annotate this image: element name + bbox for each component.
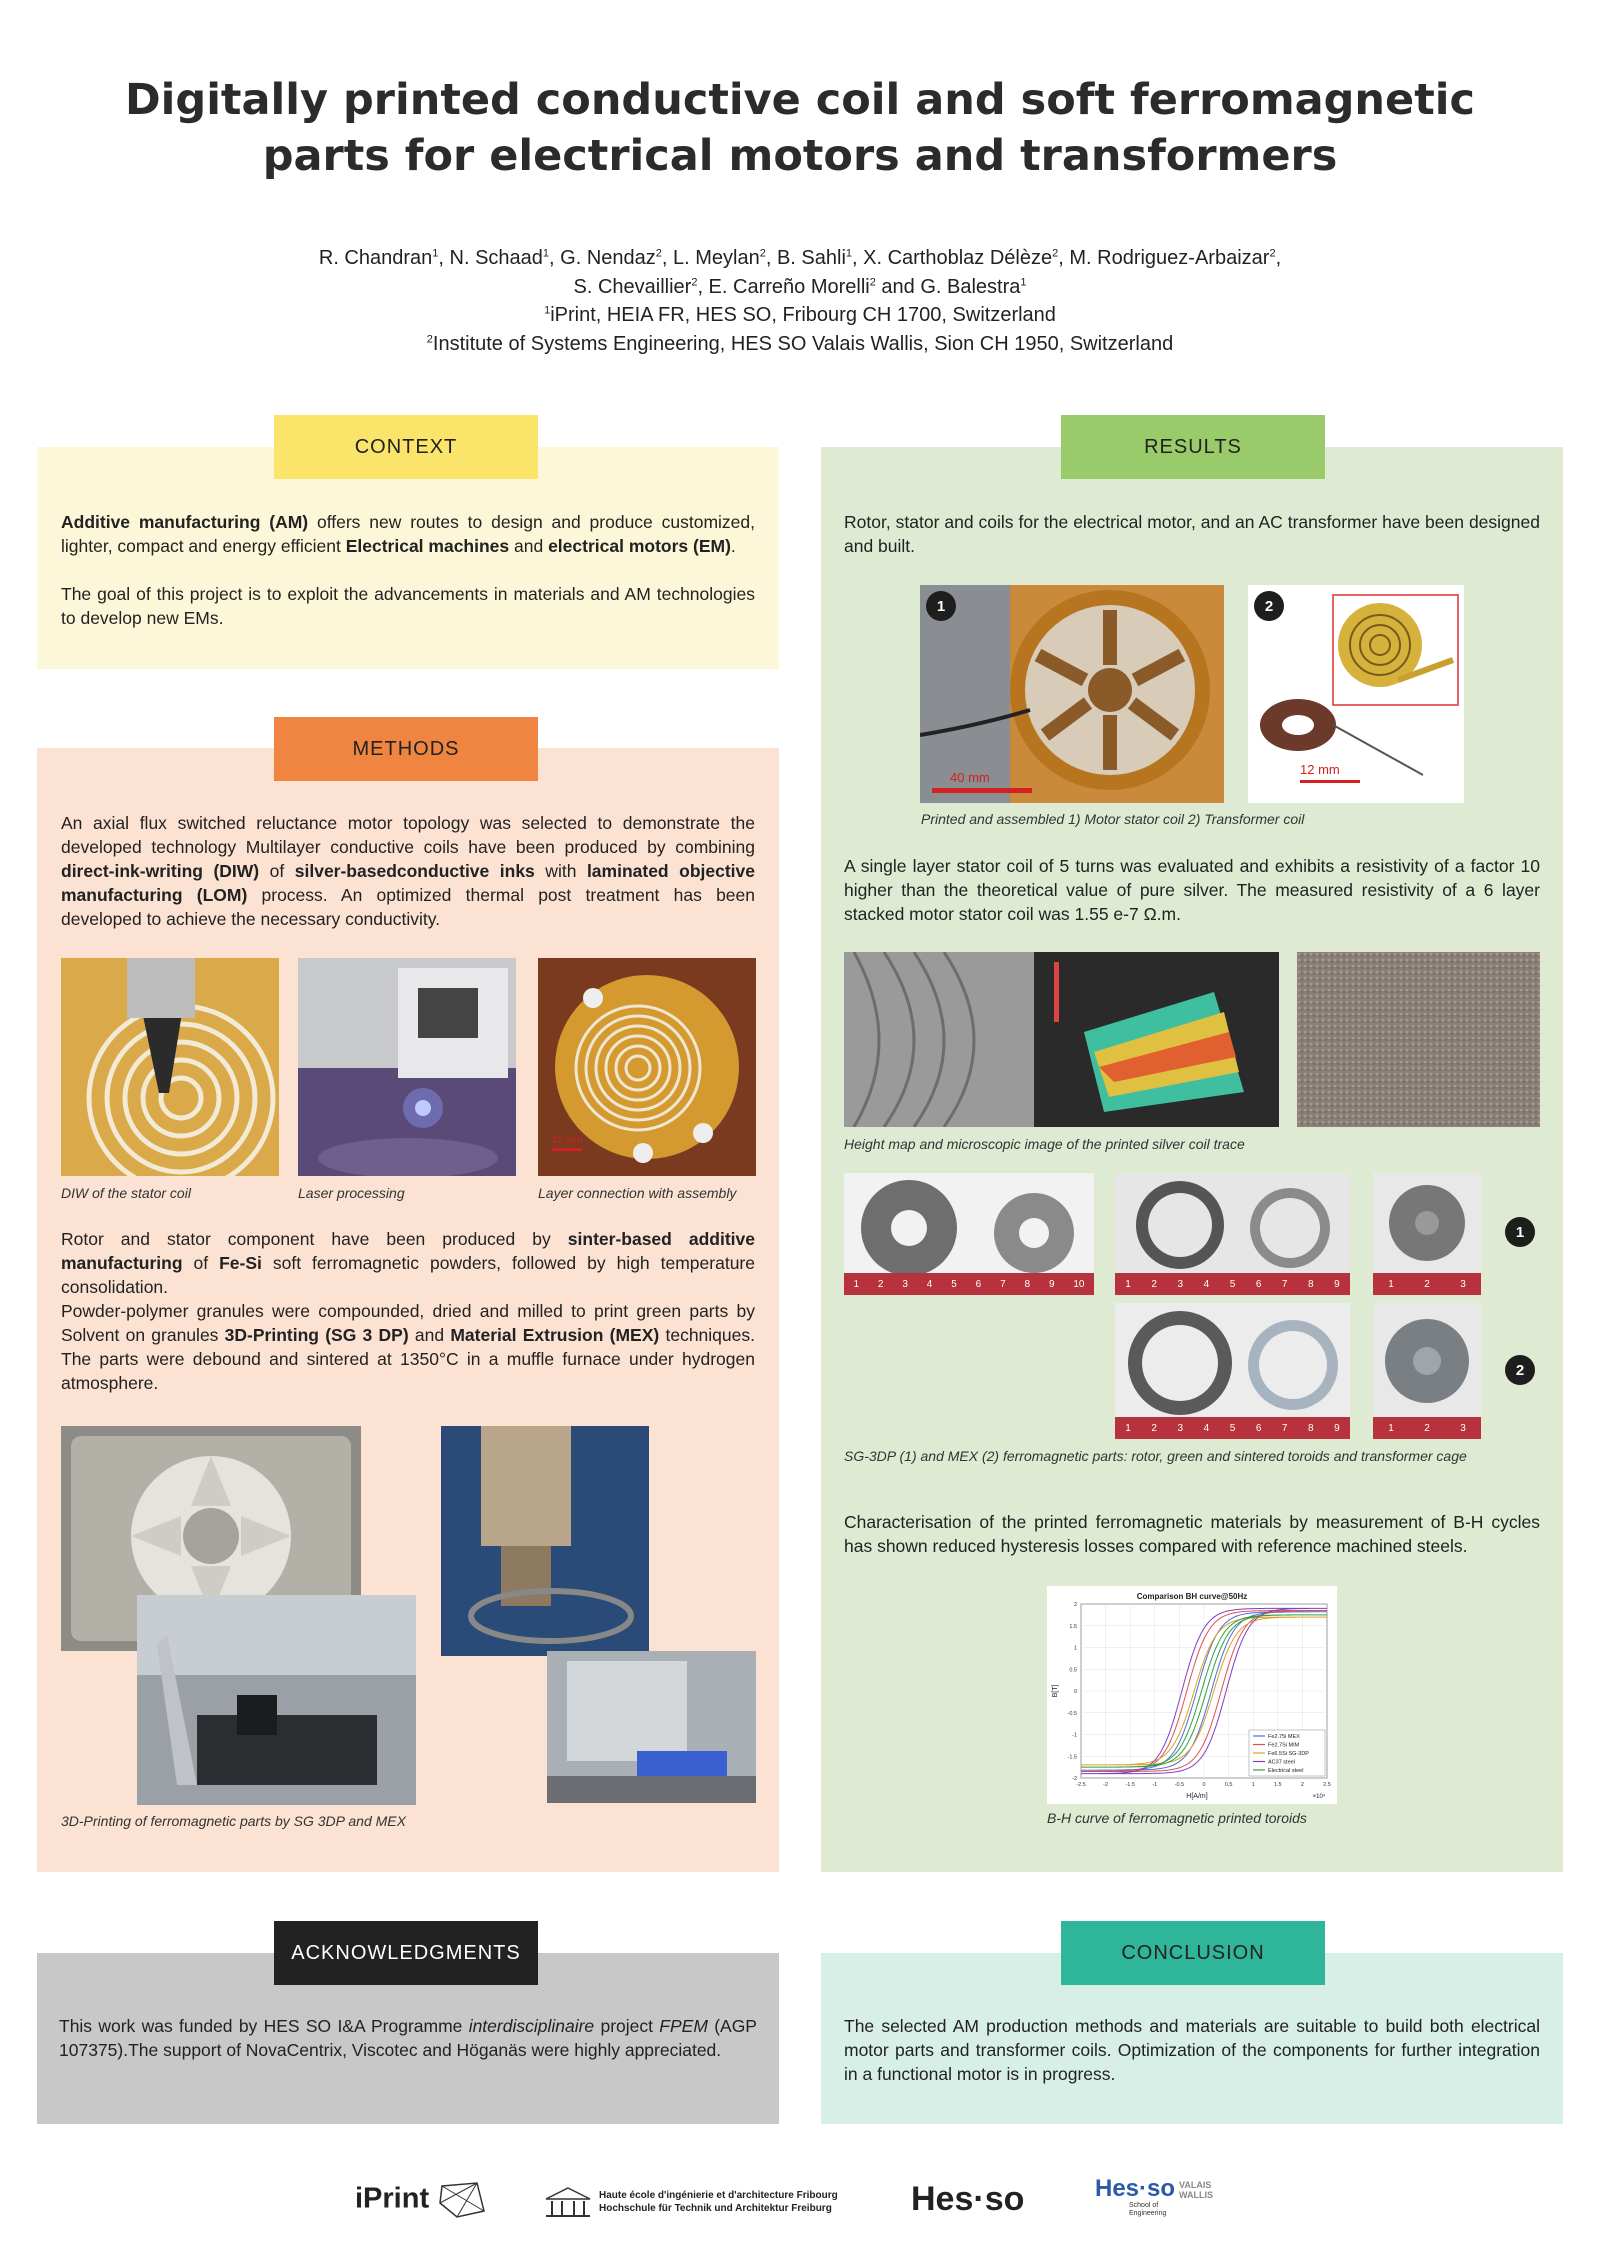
results-header: RESULTS [1061, 415, 1325, 479]
x-tick-label: -2.5 [1076, 1782, 1086, 1788]
toroids-mex-image [1115, 1303, 1350, 1439]
motor-scale-label: 40 mm [950, 770, 990, 785]
motor-scale-bar [932, 788, 1032, 793]
layer-connection-image [538, 958, 756, 1176]
chart-x-exponent: ×10⁴ [1312, 1794, 1326, 1800]
legend-label: Fe6.5Si SG-3DP [1268, 1751, 1309, 1757]
chart-ylabel: B[T] [1052, 1684, 1059, 1698]
heia-line-1: Haute école d'ingénierie et d'architecture Fribourg [599, 2190, 838, 2201]
microscopic-image [1297, 952, 1540, 1127]
sg3dp-printer-image [137, 1595, 416, 1805]
valais-line-1: VALAIS [1179, 2180, 1212, 2190]
caption-parts: SG-3DP (1) and MEX (2) ferromagnetic parts: rotor, green and sintered toroids and transformer cage [844, 1448, 1467, 1464]
ruler-toroids-1: 1 2 3 4 5 6 7 8 9 [1115, 1273, 1350, 1295]
iprint-mesh-icon [437, 2181, 487, 2219]
parts-badge-1: 1 [1505, 1217, 1535, 1247]
chart-title: Comparison BH curve@50Hz [1136, 1592, 1248, 1601]
legend-label: AC37 steel [1268, 1759, 1295, 1766]
transformer-badge: 2 [1254, 591, 1284, 621]
caption-bh: B-H curve of ferromagnetic printed toroids [1047, 1810, 1307, 1826]
nozzle-drawing [441, 1426, 649, 1656]
ruler-toroids-2: 1 2 3 4 5 6 7 8 9 [1115, 1417, 1350, 1439]
heia-building-icon [543, 2185, 593, 2219]
title-line-1: Digitally printed conductive coil and soft ferromagnetic [124, 75, 1475, 125]
caption-height: Height map and microscopic image of the printed silver coil trace [844, 1136, 1245, 1152]
y-tick-label: 0 [1073, 1689, 1077, 1695]
affiliation-1: $^1$iPrint, HEIA FR, HES SO, Fribourg CH 1700, Switzerland [544, 304, 1056, 326]
y-tick-label: -2 [1072, 1776, 1077, 1782]
ruler-cage-2: 1 2 3 [1373, 1417, 1481, 1439]
caption-diw: DIW of the stator coil [61, 1185, 191, 1201]
y-tick-label: 0.5 [1069, 1667, 1077, 1674]
mex-printer-image [547, 1651, 756, 1803]
toroids-sg3dp-image [1115, 1173, 1350, 1295]
context-paragraph-2: The goal of this project is to exploit the advancements in materials and AM technologies to develop new EMs. [61, 584, 755, 628]
legend-label: Electrical steel [1268, 1768, 1304, 1774]
x-tick-label: 1.5 [1273, 1782, 1282, 1788]
transformer-drawing [1248, 585, 1464, 803]
y-tick-label: 1.5 [1069, 1623, 1077, 1630]
conclusion-header: CONCLUSION [1061, 1921, 1325, 1985]
heia-logo [543, 2185, 838, 2219]
valais-school-2: Engineering [1129, 2210, 1167, 2217]
transformer-coil-image [1248, 585, 1464, 803]
diw-stator-coil-image [61, 958, 279, 1176]
legend-label: Fe2.7Si MIM [1268, 1742, 1300, 1749]
x-tick-label: 1 [1251, 1782, 1255, 1788]
conclusion-text: The selected AM production methods and materials are suitable to build both electrical motor parts and transformer coils. Optimization of the components for further integration in a functional motor is in progress. [844, 2016, 1540, 2084]
poster-title [0, 72, 1600, 184]
affiliation-2: $^2$Institute of Systems Engineering, HES SO Valais Wallis, Sion CH 1950, Switzerland [426, 332, 1174, 355]
transformer-scale-label: 12 mm [1300, 762, 1340, 777]
x-tick-label: -2 [1103, 1782, 1109, 1788]
context-header: CONTEXT [274, 415, 538, 479]
hesso-logo: Hes·so [911, 2180, 1025, 2218]
iprint-logo: iPrint [355, 2181, 487, 2219]
ruler-cage-1: 1 2 3 [1373, 1273, 1481, 1295]
context-paragraph-1: Additive manufacturing (AM) offers new routes to design and produce customized, lighter, compact and energy efficient Electrical machines and electrical motors (EM). [61, 512, 755, 556]
cage-sg3dp-image [1373, 1173, 1481, 1295]
methods-paragraph-2: Rotor and stator component have been produced by sinter-based additive manufacturing of Fe-Si soft ferromagnetic powders, followed by high temperature consolidation. [61, 1229, 755, 1297]
mex-nozzle-image [441, 1426, 649, 1656]
y-tick-label: 1 [1073, 1645, 1077, 1652]
layer-scale-bar [552, 1148, 582, 1151]
hesso-valais-logo [1095, 2176, 1213, 2218]
bh-curve-chart [1047, 1586, 1337, 1804]
context-panel [37, 447, 779, 669]
legend-label: Fe2.75i MEX [1268, 1734, 1300, 1740]
mex-printer-drawing [547, 1651, 756, 1803]
acknowledgments-text: This work was funded by HES SO I&A Programme interdisciplinaire project FPEM (AGP 107375).The support of NovaCentrix, Viscotec and Höganäs were highly appreciated. [59, 2016, 757, 2060]
laser-processing-image [298, 958, 516, 1176]
caption-printed: Printed and assembled 1) Motor stator coil 2) Transformer coil [921, 811, 1305, 827]
authors-line-2: S. Chevaillier$^2$, E. Carreño Morelli$^2$ and G. Balestra$^1$ [573, 275, 1027, 298]
ruler-rotor: 1 2 3 4 5 6 7 8 9 10 [844, 1273, 1094, 1295]
x-tick-label: 2.5 [1323, 1782, 1331, 1788]
heia-line-2: Hochschule für Technik und Architektur Freiburg [599, 2203, 832, 2214]
results-paragraph-2: A single layer stator coil of 5 turns was evaluated and exhibits a resistivity of a factor 10 higher than the theoretical value of pure silver. The measured resistivity of a 6 layer stacked motor stator coil was 1.55 e-7 Ω.m. [844, 856, 1540, 924]
caption-3dp: 3D-Printing of ferromagnetic parts by SG 3DP and MEX [61, 1813, 406, 1829]
transformer-scale-bar [1300, 780, 1360, 783]
methods-paragraph-1: An axial flux switched reluctance motor topology was selected to demonstrate the developed technology Multilayer conductive coils have been produced by combining direct-ink-writing (DIW) of silver-basedconductive inks with laminated objective manufacturing (LOM) process. An optimized thermal post treatment has been developed to achieve the necessary conductivity. [61, 813, 755, 929]
x-tick-label: -1.5 [1125, 1782, 1135, 1788]
methods-paragraph-3: Powder-polymer granules were compounded, dried and milled to print green parts by Solvent on granules 3D-Printing (SG 3 DP) and Material Extrusion (MEX) techniques. The parts were debound and sintered at 1350°C in a muffle furnace under hydrogen atmosphere. [61, 1301, 755, 1393]
diw-coil-drawing [61, 958, 279, 1176]
height-map-drawing [844, 952, 1279, 1127]
bh-chart-svg [1047, 1586, 1337, 1804]
height-map-image [844, 952, 1279, 1127]
x-tick-label: -0.5 [1174, 1782, 1185, 1788]
rotor-parts-image [844, 1173, 1094, 1295]
y-tick-label: -1.5 [1067, 1754, 1077, 1761]
motor-stator-coil-image [920, 585, 1224, 803]
acknowledgments-header: ACKNOWLEDGMENTS [274, 1921, 538, 1985]
y-tick-label: -0.5 [1067, 1710, 1077, 1717]
microscopic-drawing [1297, 952, 1540, 1127]
layer-scale-label: 12 mm [552, 1135, 583, 1146]
chart-legend [1249, 1730, 1325, 1776]
motor-badge: 1 [926, 591, 956, 621]
printer-drawing [137, 1595, 416, 1805]
laser-drawing [298, 958, 516, 1176]
title-line-2: parts for electrical motors and transformers [262, 131, 1338, 181]
caption-layer: Layer connection with assembly [538, 1185, 737, 1201]
valais-line-2: WALLIS [1179, 2190, 1214, 2200]
x-tick-label: 0 [1202, 1782, 1206, 1788]
authors-line-1: R. Chandran$^1$, N. Schaad$^1$, G. Nendaz$^2$, L. Meylan$^2$, B. Sahli$^1$, X. Carthoblaz Délèze$^2$, M. Rodriguez-Arbaizar$^2$, [318, 247, 1282, 269]
y-tick-label: -1 [1072, 1732, 1077, 1739]
caption-laser: Laser processing [298, 1185, 405, 1201]
cage-mex-image [1373, 1303, 1481, 1439]
parts-badge-2: 2 [1505, 1355, 1535, 1385]
x-tick-label: -1 [1152, 1782, 1158, 1788]
results-paragraph-1: Rotor, stator and coils for the electrical motor, and an AC transformer have been designed and built. [844, 512, 1540, 556]
authors-block [0, 244, 1600, 358]
valais-hesso: Hes·so [1095, 2175, 1176, 2202]
results-paragraph-3: Characterisation of the printed ferromagnetic materials by measurement of B-H cycles has shown reduced hysteresis losses compared with reference machined steels. [844, 1512, 1540, 1556]
valais-school-1: School of [1129, 2202, 1159, 2209]
y-tick-label: 2 [1073, 1602, 1077, 1608]
chart-xlabel: H[A/m] [1186, 1793, 1208, 1800]
x-tick-label: 2 [1300, 1782, 1304, 1788]
methods-header: METHODS [274, 717, 538, 781]
x-tick-label: 0.5 [1224, 1782, 1233, 1788]
